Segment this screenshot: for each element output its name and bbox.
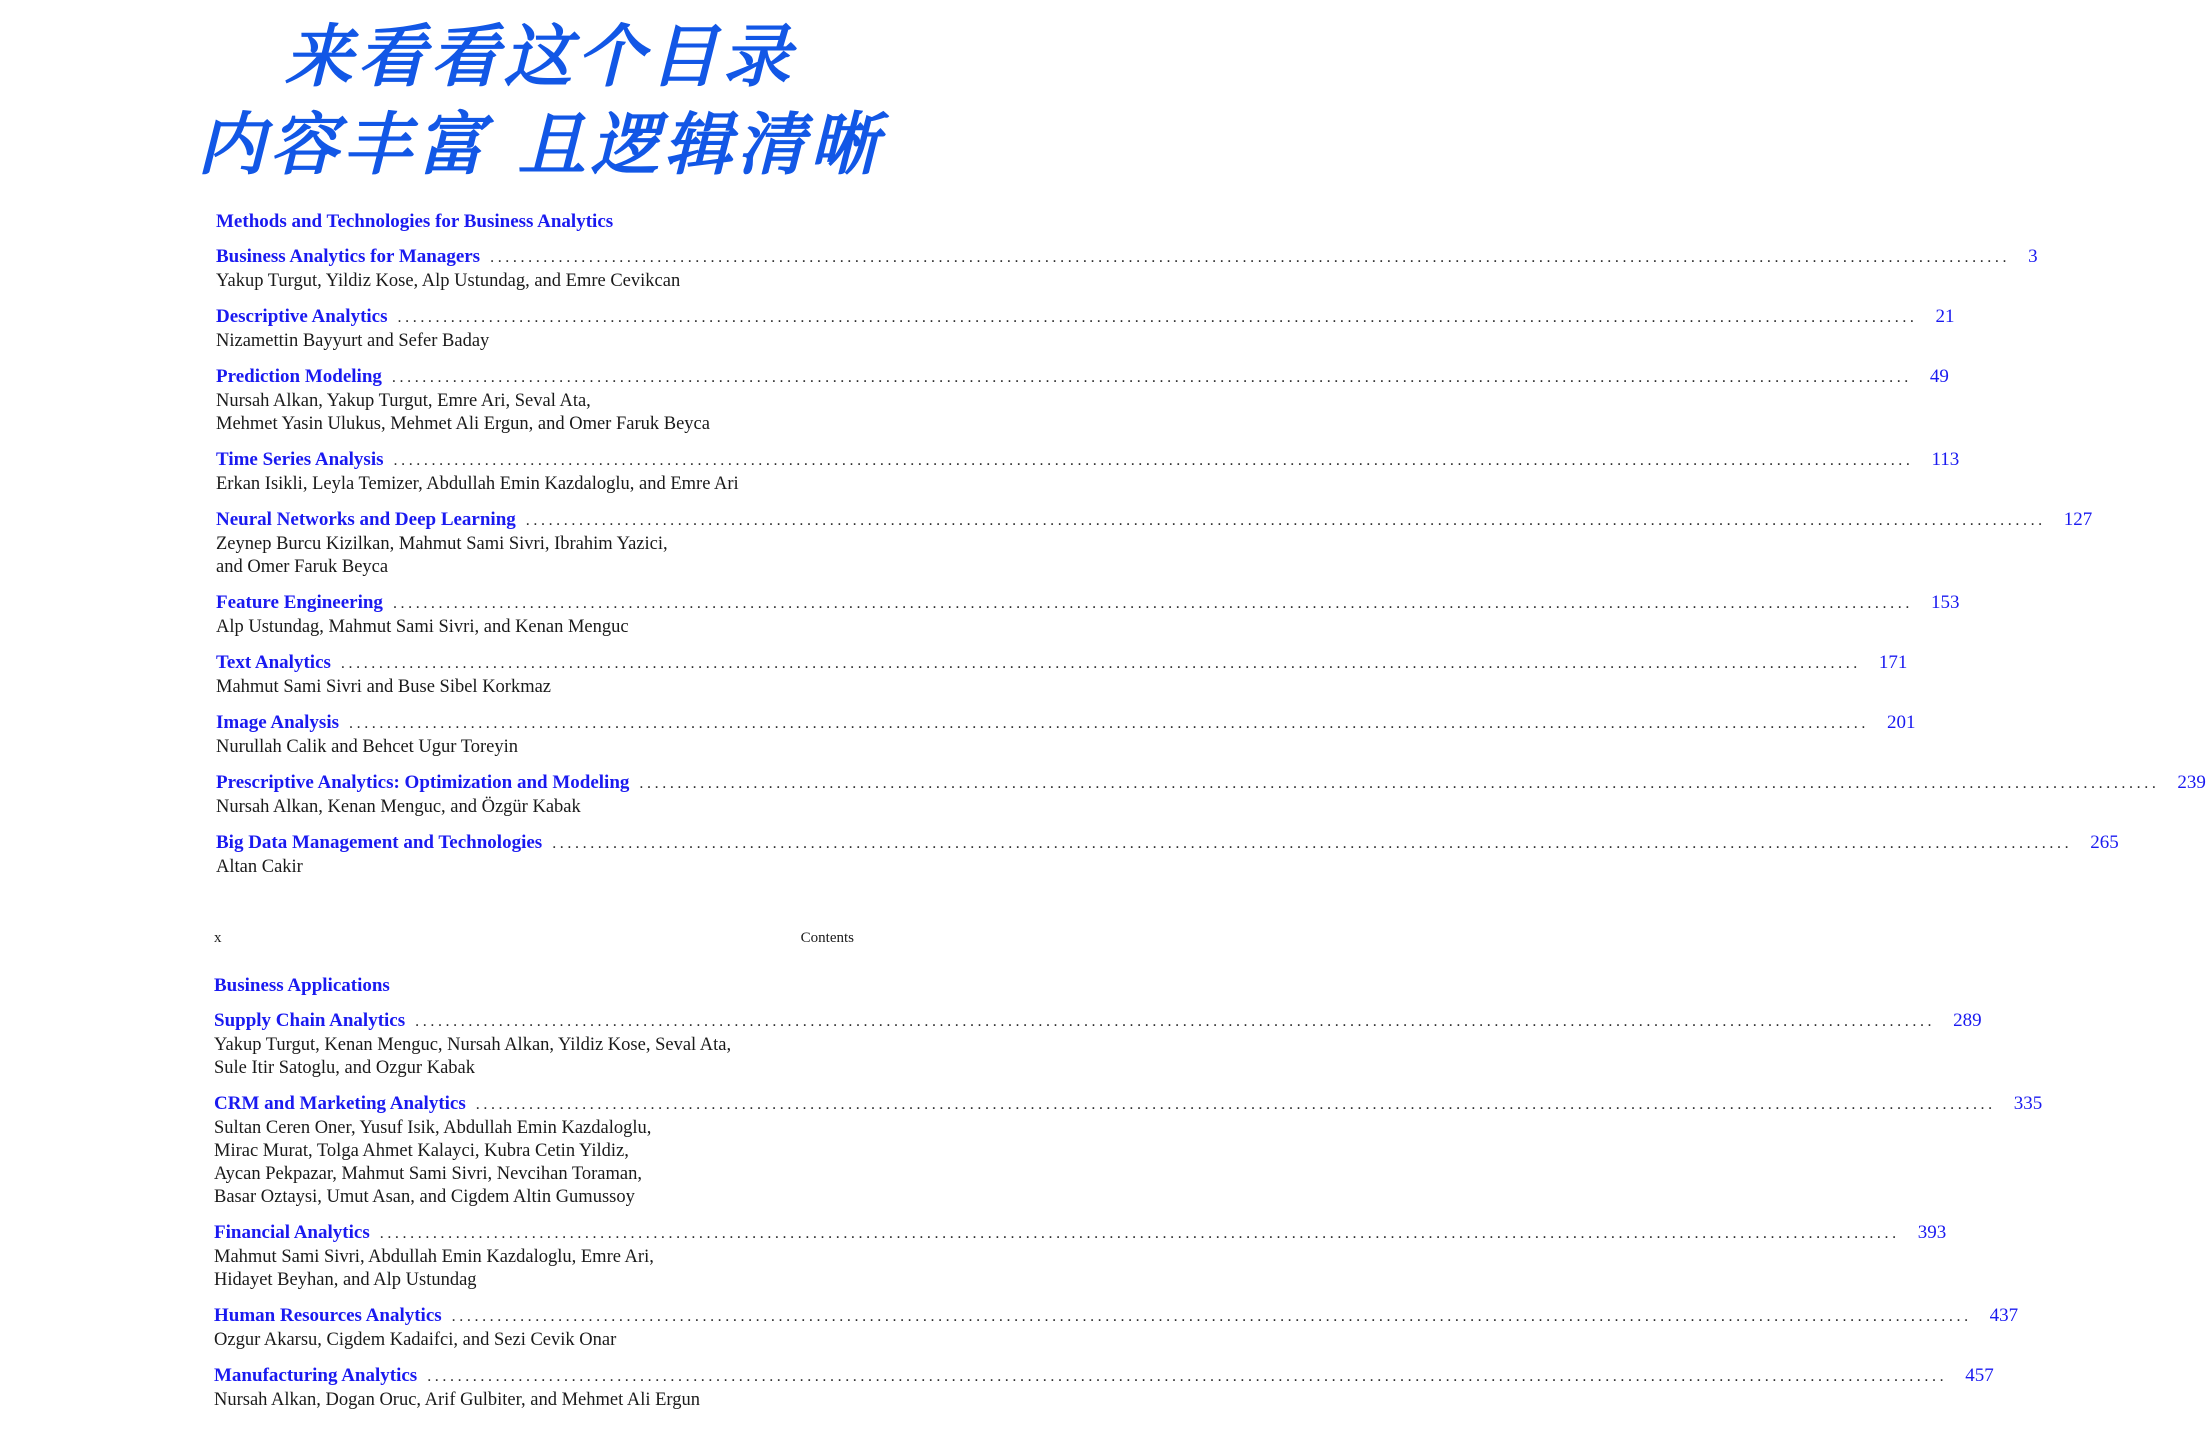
- chapter-title-link[interactable]: Human Resources Analytics: [214, 1305, 442, 1326]
- toc-entry-heading: [216, 830, 2119, 856]
- chapter-title-link[interactable]: Text Analytics: [216, 652, 331, 673]
- dot-leader: ........................................................................................................................................................................................................: [475, 1096, 1996, 1113]
- running-head-title: Contents: [800, 930, 854, 946]
- toc-part-1: [216, 208, 2206, 890]
- page-number-link[interactable]: 335: [2013, 1093, 2043, 1114]
- dot-leader: ........................................................................................................................................................................................................: [393, 452, 1914, 469]
- toc-entry-heading: [214, 1091, 2043, 1117]
- chapter-title-link[interactable]: Financial Analytics: [214, 1222, 370, 1243]
- toc-entry-list: [214, 1008, 2043, 1412]
- dot-leader: ........................................................................................................................................................................................................: [392, 595, 1913, 612]
- page-number-roman: x: [214, 930, 222, 946]
- chapter-authors: Nursah Alkan, Yakup Turgut, Emre Ari, Seval Ata, Mehmet Yasin Ulukus, Mehmet Ali Ergun, and Omer Faruk Beyca: [216, 391, 710, 434]
- chapter-title-link[interactable]: Supply Chain Analytics: [214, 1010, 406, 1031]
- toc-entry: [216, 244, 2038, 293]
- toc-entry: [216, 710, 1916, 759]
- page-number-link[interactable]: 21: [1935, 306, 1955, 327]
- toc-entry: [214, 1363, 1994, 1412]
- dot-leader: ........................................................................................................................................................................................................: [451, 1308, 1972, 1325]
- chapter-authors: Erkan Isikli, Leyla Temizer, Abdullah Emin Kazdaloglu, and Emre Ari: [216, 474, 739, 494]
- toc-entry: [216, 507, 2093, 579]
- toc-entry: [216, 304, 1955, 353]
- toc-entry: [214, 1303, 2019, 1352]
- toc-entry-heading: [216, 304, 1955, 330]
- toc-entry: [216, 447, 1960, 496]
- toc-entry-heading: [214, 1008, 1982, 1034]
- toc-entry-heading: [214, 1303, 2019, 1329]
- dot-leader: ........................................................................................................................................................................................................: [427, 1368, 1948, 1385]
- chapter-title-link[interactable]: Feature Engineering: [216, 592, 383, 613]
- chapter-authors: Zeynep Burcu Kizilkan, Mahmut Sami Sivri, Ibrahim Yazici, and Omer Faruk Beyca: [216, 534, 668, 577]
- page-number-link[interactable]: 49: [1929, 366, 1949, 387]
- dot-leader: ........................................................................................................................................................................................................: [639, 775, 2160, 792]
- toc-entry-heading: [214, 1363, 1994, 1389]
- chapter-title-link[interactable]: Neural Networks and Deep Learning: [216, 509, 516, 530]
- dot-leader: ........................................................................................................................................................................................................: [490, 249, 2011, 266]
- chapter-title-link[interactable]: Business Analytics for Managers: [216, 246, 481, 267]
- toc-entry: [216, 364, 1949, 436]
- toc-entry-heading: [216, 770, 2206, 796]
- page-number-link[interactable]: 457: [1965, 1365, 1994, 1386]
- toc-entry: [216, 590, 1960, 639]
- page-number-link[interactable]: 113: [1931, 449, 1960, 470]
- dot-leader: ........................................................................................................................................................................................................: [415, 1013, 1936, 1030]
- page-number-link[interactable]: 3: [2028, 246, 2038, 267]
- chapter-authors: Nurullah Calik and Behcet Ugur Toreyin: [216, 737, 518, 757]
- toc-entry-heading: [216, 507, 2093, 533]
- chapter-authors: Alp Ustundag, Mahmut Sami Sivri, and Kenan Menguc: [216, 617, 629, 637]
- toc-entry-heading: [216, 650, 1908, 676]
- part-title[interactable]: Business Applications: [214, 975, 390, 996]
- dot-leader: ........................................................................................................................................................................................................: [349, 715, 1869, 732]
- toc-entry-heading: [216, 447, 1960, 473]
- page-number-link[interactable]: 127: [2063, 509, 2093, 530]
- toc-entry: [216, 770, 2206, 819]
- chapter-authors: Nursah Alkan, Dogan Oruc, Arif Gulbiter, and Mehmet Ali Ergun: [214, 1390, 700, 1410]
- chapter-authors: Yakup Turgut, Yildiz Kose, Alp Ustundag, and Emre Cevikcan: [216, 271, 681, 291]
- running-head: [214, 930, 854, 947]
- chapter-authors: Sultan Ceren Oner, Yusuf Isik, Abdullah Emin Kazdaloglu, Mirac Murat, Tolga Ahmet Kalayci, Kubra Cetin Yildiz, Aycan Pekpazar, Mahmut Sami Sivri, Nevcihan Toraman, Basar Oztaysi, Umut Asan, and Cigdem Altin Gumussoy: [214, 1118, 652, 1207]
- part-title[interactable]: Methods and Technologies for Business Analytics: [216, 211, 614, 232]
- headline-line-2: 内容丰富 且逻辑清晰: [197, 106, 883, 185]
- chapter-title-link[interactable]: Prescriptive Analytics: Optimization and Modeling: [216, 772, 630, 793]
- dot-leader: ........................................................................................................................................................................................................: [340, 655, 1861, 672]
- dot-leader: ........................................................................................................................................................................................................: [379, 1225, 1900, 1242]
- toc-part-2: [214, 972, 2043, 1423]
- chapter-title-link[interactable]: CRM and Marketing Analytics: [214, 1093, 466, 1114]
- dot-leader: ........................................................................................................................................................................................................: [391, 369, 1912, 386]
- chapter-authors: Altan Cakir: [216, 857, 303, 877]
- page-number-link[interactable]: 171: [1878, 652, 1908, 673]
- dot-leader: ........................................................................................................................................................................................................: [525, 512, 2046, 529]
- toc-entry-heading: [214, 1220, 1947, 1246]
- page-number-link[interactable]: 265: [2090, 832, 2119, 853]
- chapter-title-link[interactable]: Manufacturing Analytics: [214, 1365, 418, 1386]
- toc-entry-heading: [216, 590, 1960, 616]
- toc-entry: [216, 830, 2119, 879]
- toc-entry-heading: [216, 364, 1949, 390]
- chapter-authors: Nursah Alkan, Kenan Menguc, and Özgür Kabak: [216, 797, 581, 817]
- chapter-title-link[interactable]: Prediction Modeling: [216, 366, 382, 387]
- toc-entry-list: [216, 244, 2206, 879]
- page-number-link[interactable]: 201: [1887, 712, 1916, 733]
- chapter-title-link[interactable]: Time Series Analysis: [216, 449, 384, 470]
- chapter-authors: Nizamettin Bayyurt and Sefer Baday: [216, 331, 490, 351]
- chapter-authors: Mahmut Sami Sivri and Buse Sibel Korkmaz: [216, 677, 552, 697]
- page-number-link[interactable]: 153: [1930, 592, 1960, 613]
- page-number-link[interactable]: 393: [1917, 1222, 1947, 1243]
- chapter-authors: Ozgur Akarsu, Cigdem Kadaifci, and Sezi Cevik Onar: [214, 1330, 617, 1350]
- toc-entry: [214, 1008, 1982, 1080]
- toc-entry-heading: [216, 244, 2038, 270]
- chapter-authors: Mahmut Sami Sivri, Abdullah Emin Kazdaloglu, Emre Ari, Hidayet Beyhan, and Alp Ustundag: [214, 1247, 654, 1290]
- page-number-link[interactable]: 289: [1953, 1010, 1982, 1031]
- dot-leader: ........................................................................................................................................................................................................: [397, 309, 1918, 326]
- toc-entry: [214, 1220, 1947, 1292]
- page-number-link[interactable]: 437: [1989, 1305, 2019, 1326]
- headline-line-1: 来看看这个目录: [284, 18, 796, 97]
- toc-entry: [216, 650, 1908, 699]
- toc-entry: [214, 1091, 2043, 1209]
- chapter-authors: Yakup Turgut, Kenan Menguc, Nursah Alkan, Yildiz Kose, Seval Ata, Sule Itir Satoglu, and Ozgur Kabak: [214, 1035, 732, 1078]
- chapter-title-link[interactable]: Descriptive Analytics: [216, 306, 388, 327]
- dot-leader: ........................................................................................................................................................................................................: [552, 835, 2073, 852]
- chapter-title-link[interactable]: Big Data Management and Technologies: [216, 832, 543, 853]
- toc-entry-heading: [216, 710, 1916, 736]
- chapter-title-link[interactable]: Image Analysis: [216, 712, 339, 733]
- page-number-link[interactable]: 239: [2177, 772, 2206, 793]
